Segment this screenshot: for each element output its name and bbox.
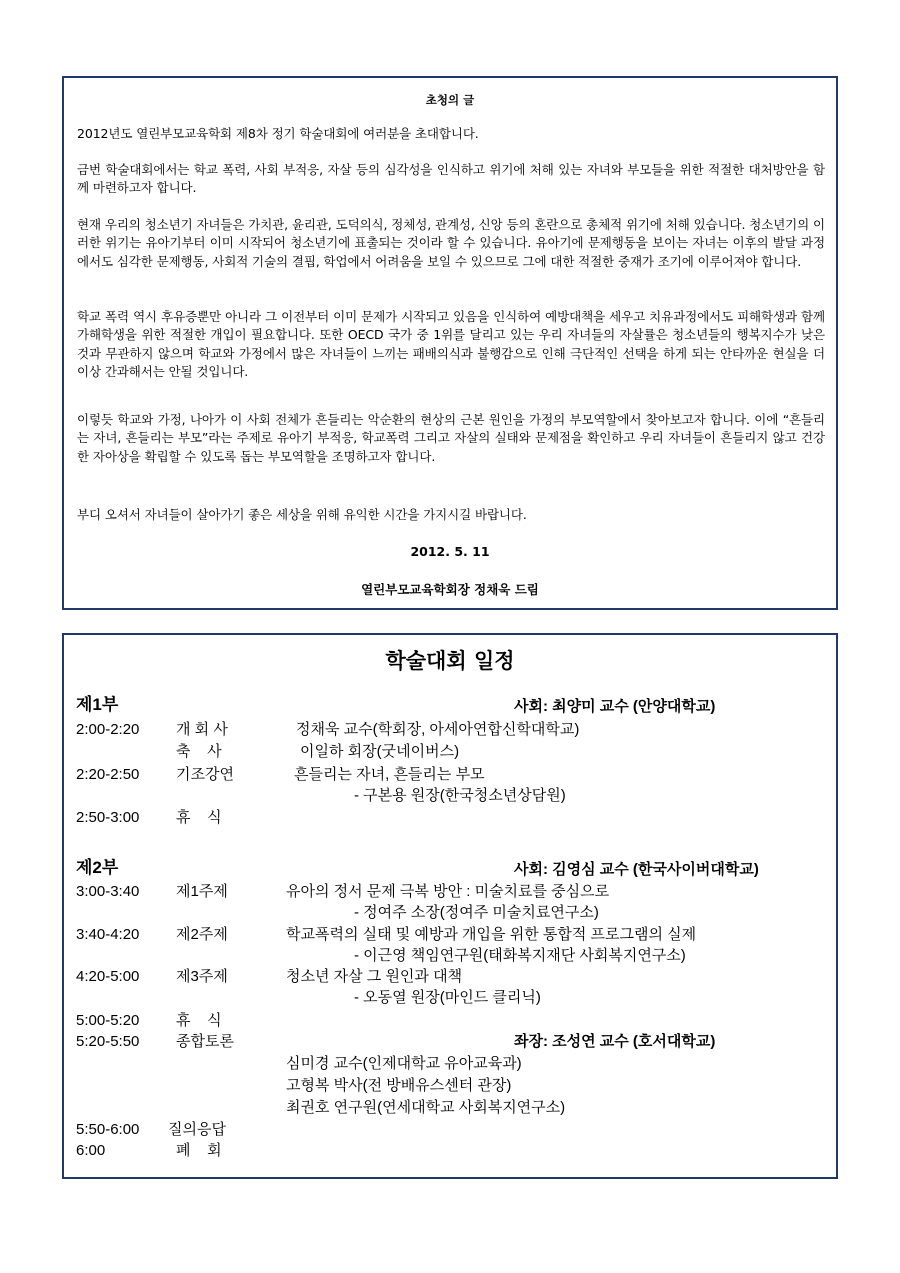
- panelist: 심미경 교수(인제대학교 유아교육과): [286, 1055, 522, 1072]
- part2-label: 제2부: [76, 858, 119, 877]
- part1-moderator: 사회: 최양미 교수 (안양대학교): [514, 698, 716, 715]
- invitation-paragraph-5: 이렇듯 학교와 가정, 나아가 이 사회 전체가 흔들리는 악순환의 현상의 근본 원인을 가정의 부모역할에서 찾아보고자 합니다. 이에 “흔들리는 자녀, 흔들리는 부모”라는 주제로 유아기 부적응, 학교폭력 그리고 자살의 실태와 문제점을 확인하고 우리 자녀들이 흔들리지 않고 건강한 자아상을 확립할 수 있도록 돕는 부모역할을 조명하고자 합니다.: [77, 412, 825, 464]
- invitation-paragraph-3: 현재 우리의 청소년기 자녀들은 가치관, 윤리관, 도덕의식, 정체성, 관계성, 신앙 등의 혼란으로 총체적 위기에 처해 있습니다. 청소년기의 이러한 위기는 유아기부터 이미 시작되어 청소년기에 표출되는 것이라 할 수 있습니다. 유아기에 문제행동을 보이는 자녀는 이후의 발달 과정에서도 심각한 문제행동, 사회적 기술의 결핍, 학업에서 어려움을 보일 수 있으므로 그에 대한 적절한 중재가 조기에 이루어져야 합니다.: [77, 217, 825, 269]
- schedule-time: 2:00-2:20: [76, 721, 140, 738]
- schedule-desc: 정채욱 교수(학회장, 아세아연합신학대학교): [296, 721, 580, 738]
- schedule-time: 5:50-6:00: [76, 1121, 140, 1138]
- schedule-item: 개 회 사: [176, 721, 228, 738]
- schedule-desc: 유아의 정서 문제 극복 방안 : 미술치료를 중심으로: [286, 883, 610, 900]
- schedule-time: 6:00: [76, 1142, 106, 1159]
- schedule-title: 학술대회 일정: [385, 649, 515, 673]
- schedule-item: 종합토론: [176, 1033, 234, 1050]
- schedule-item: 축 사: [176, 743, 222, 760]
- invitation-date: 2012. 5. 11: [410, 544, 490, 559]
- schedule-speaker: - 오동열 원장(마인드 클리닉): [354, 989, 541, 1006]
- schedule-item: 휴 식: [176, 809, 222, 826]
- schedule-item: 제1주제: [176, 883, 228, 900]
- schedule-box: [62, 633, 838, 1179]
- schedule-time: 3:40-4:20: [76, 926, 140, 943]
- schedule-item: 휴 식: [176, 1012, 222, 1029]
- schedule-time: 4:20-5:00: [76, 968, 140, 985]
- schedule-speaker: - 구본용 원장(한국청소년상담원): [354, 787, 566, 804]
- invitation-paragraph-1: 2012년도 열린부모교육학회 제8차 정기 학술대회에 여러분을 초대합니다.: [77, 126, 479, 141]
- schedule-speaker: - 정여주 소장(정여주 미술치료연구소): [354, 904, 599, 921]
- schedule-time: 5:00-5:20: [76, 1012, 140, 1029]
- schedule-item: 질의응답: [168, 1121, 226, 1138]
- invitation-paragraph-2: 금번 학술대회에서는 학교 폭력, 사회 부적응, 자살 등의 심각성을 인식하고 위기에 처해 있는 자녀와 부모들을 위한 적절한 대처방안을 함께 마련하고자 합니다.: [77, 162, 825, 196]
- invitation-paragraph-6: 부디 오셔서 자녀들이 살아가기 좋은 세상을 위해 유익한 시간을 가지시길 바랍니다.: [77, 507, 527, 522]
- invitation-paragraph-4: 학교 폭력 역시 후유증뿐만 아니라 그 이전부터 이미 문제가 시작되고 있음을 인식하여 예방대책을 세우고 치유과정에서도 피해학생과 함께 가해학생을 위한 적절한 개입이 필요합니다. 또한 OECD 국가 중 1위를 달리고 있는 우리 자녀들의 자살률은 청소년들의 행복지수가 낮은 것과 무관하지 않으며 학교와 가정에서 많은 자녀들이 느끼는 패배의식과 불행감으로 인해 극단적인 선택을 하게 되는 안타까운 현실을 더 이상 간과해서는 안될 것입니다.: [77, 309, 825, 380]
- schedule-speaker: - 이근영 책임연구원(태화복지재단 사회복지연구소): [354, 947, 686, 964]
- schedule-time: 3:00-3:40: [76, 883, 140, 900]
- schedule-desc: 이일하 회장(굿네이버스): [300, 743, 460, 760]
- invitation-box: [62, 76, 838, 610]
- schedule-item: 폐 회: [176, 1142, 222, 1159]
- schedule-time: 5:20-5:50: [76, 1033, 140, 1050]
- schedule-desc: 흔들리는 자녀, 흔들리는 부모: [294, 766, 485, 783]
- schedule-time: 2:50-3:00: [76, 809, 140, 826]
- panelist: 고형복 박사(전 방배유스센터 관장): [286, 1077, 512, 1094]
- part1-label: 제1부: [76, 695, 119, 714]
- schedule-item: 제3주제: [176, 968, 228, 985]
- schedule-item: 기조강연: [176, 766, 234, 783]
- part2-moderator: 사회: 김영심 교수 (한국사이버대학교): [514, 861, 759, 878]
- schedule-desc: 청소년 자살 그 원인과 대책: [286, 968, 463, 985]
- panel-chair: 좌장: 조성연 교수 (호서대학교): [514, 1033, 716, 1050]
- schedule-time: 2:20-2:50: [76, 766, 140, 783]
- invitation-title: 초청의 글: [425, 93, 475, 107]
- invitation-signature: 열린부모교육학회장 정채욱 드림: [361, 582, 539, 597]
- panelist: 최권호 연구원(연세대학교 사회복지연구소): [286, 1099, 566, 1116]
- schedule-desc: 학교폭력의 실태 및 예방과 개입을 위한 통합적 프로그램의 실제: [286, 926, 697, 943]
- schedule-item: 제2주제: [176, 926, 228, 943]
